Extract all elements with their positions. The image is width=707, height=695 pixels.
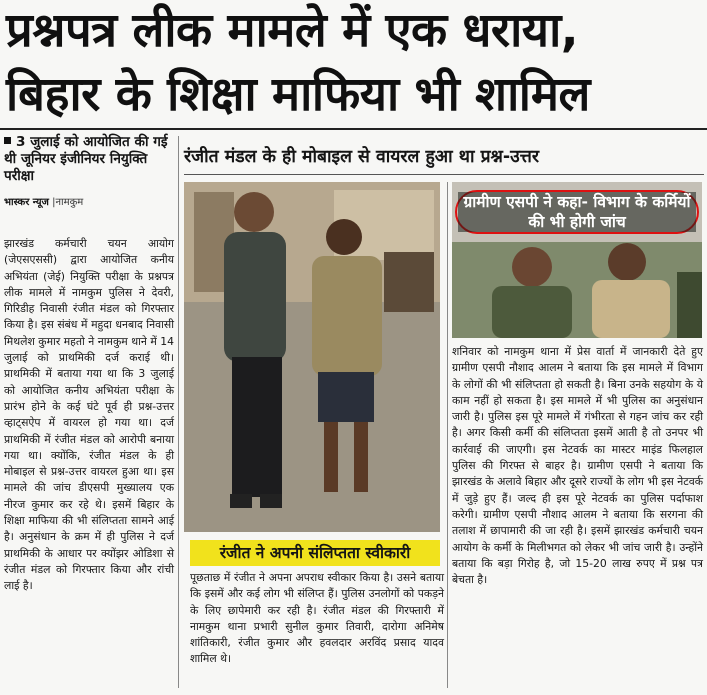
byline-place: |नामकुम: [52, 197, 84, 208]
right-column-body: शनिवार को नामकुम थाना में प्रेस वार्ता में जानकारी देते हुए ग्रामीण एसपी नौशाद आलम ने बताया कि इस मामले में विभाग के लोगों की भी संलिप्तता हो सकती है। बिना उनके सहयोग के ये काम नहीं हो सकता है। इस मामले में भी पुलिस का अनुसंधान जारी है। पुलिस इस पूरे मामले में गंभीरता से गहन जांच कर रही है। अगर किसी कर्मी की संलिप्तता इसमें आती है तो उनपर भी कार्रवाई की जाएगी। इस नेटवर्क का मास्टर माइंड फिलहाल पुलिस की गिरफ्त से बाहर है। ग्रामीण एसपी ने बताया कि झारखंड के अलावे बिहार और दूसरे राज्यों के लोग भी इस नेटवर्क में जुड़े हुए हैं। जल्द ही इस पूरे नेटवर्क का पुलिस पर्दाफाश करेगी। ग्रामीण एसपी नौशाद आलम ने बताया कि सरगना की तलाश में छापामारी की जा रही है। इसमें झारखंड कर्मचारी चयन आयोग के कर्मी के मिलीभगत को लेकर भी जांच जारी है। उन्होंने बताया कि बड़ा गिरोह है, जो 15-20 लाख रुपए में प्रश्न पत्र बेचता है।: [452, 345, 703, 587]
column-divider-2: [447, 182, 448, 688]
photo-caption: ग्रामीण एसपी ने कहा- विभाग के कर्मियों की भी होगी जांच: [458, 192, 696, 232]
sidebar-body: झारखंड कर्मचारी चयन आयोग (जेएसएससी) द्वारा आयोजित कनीय अभियंता (जेई) नियुक्ति परीक्षा के प्रश्नपत्र लीक मामले में नामकुम पुलिस ने देवरी, गिरिडीह निवासी रंजीत मंडल को गिरफ्तार किया है। इस संबंध में महुदा धनबाद निवासी मिथलेश कुमार महतो ने नामकुम थाने में 14 जुलाई को प्राथमिकी दर्ज कराई थी। प्राथमिकी में बताया गया था कि 3 जुलाई को आयोजित कनीय अभियंता परीक्षा के प्रारंभ होने के कई घंटे पूर्व ही प्रश्न-उत्तर व्हाट्सऐप में वायरल हो गया था। दर्ज प्राथमिकी में रंजीत मंडल को आरोपी बनाया गया था। क्योंकि, रंजीत मंडल के ही मोबाइल से प्रश्न-उत्तर वायरल हुआ था। इस मामले की जांच डीएसपी मुख्यालय एक नीरज कुमार कर रहे थे। इसमें बिहार के शिक्षा माफिया की भी संलिप्तता सामने आई है। अनुसंधान के क्रम में ही पुलिस ने दर्ज प्राथमिकी के आधार पर क्योंझर ओडिशा से रंजीत मंडल को गिरफ्तार किया और रांची लाई है।: [4, 237, 174, 593]
byline-source: भास्कर न्यूज: [4, 197, 49, 208]
bullet-icon: [4, 137, 11, 144]
headline-line-1: प्रश्नपत्र लीक मामले में एक धराया,: [6, 3, 579, 58]
headline-divider: [0, 128, 707, 130]
subheadline: रंजीत मंडल के ही मोबाइल से वायरल हुआ था प्रश्न-उत्तर: [184, 147, 540, 167]
byline: [4, 194, 174, 208]
box-body: पूछताछ में रंजीत ने अपना अपराध स्वीकार किया है। उसने बताया कि इसमें और कई लोग भी संलिप्त हैं। पुलिस उनलोगों को पकड़ने के लिए छापेमारी कर रही है। रंजीत मंडल की गिरफ्तारी में नामकुम थाना प्रभारी सुनील कुमार तिवारी, दारोगा अनिमेष शांतिकारी, रंजीत कुमार और हवलदार अरविंद प्रसाद यादव शामिल थे।: [190, 571, 444, 666]
arrest-photo: [184, 182, 440, 532]
sidebar-headline-text: 3 जुलाई को आयोजित की गई थी जूनियर इंजीनियर नियुक्ति परीक्षा: [4, 134, 168, 184]
arrest-photo-illustration: [184, 182, 440, 532]
subheadline-divider: [184, 174, 704, 175]
sidebar-headline: [4, 134, 174, 185]
headline-line-2: बिहार के शिक्षा माफिया भी शामिल: [6, 67, 590, 122]
sidebar-column: [4, 134, 174, 208]
box-headline: रंजीत ने अपनी संलिप्तता स्वीकारी: [190, 540, 440, 566]
column-divider: [178, 136, 179, 688]
